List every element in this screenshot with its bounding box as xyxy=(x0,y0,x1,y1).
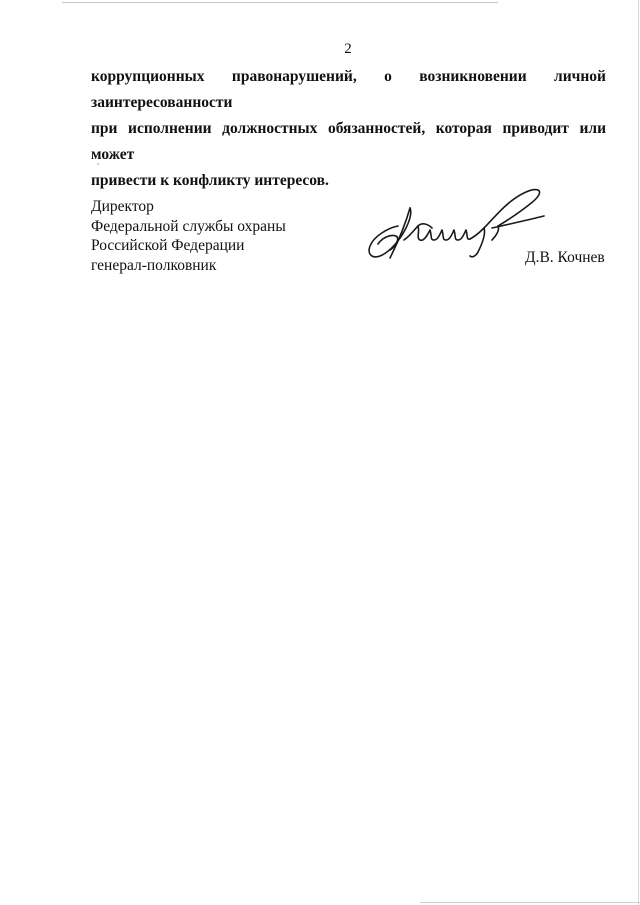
scan-edge-bottom xyxy=(420,902,640,903)
body-line-1: коррупционных правонарушений, о возникновении личной заинтересованности xyxy=(91,68,606,111)
scan-edge-right xyxy=(638,0,639,905)
signatory-title-line-3: Российской Федерации xyxy=(91,237,245,254)
page-number: 2 xyxy=(344,41,352,57)
signatory-title-line-4: генерал-полковник xyxy=(91,256,217,274)
body-line-3: привести к конфликту интересов. xyxy=(91,172,329,189)
signatory-title-line-2: Федеральной службы охраны xyxy=(91,217,286,235)
scan-edge-top xyxy=(62,2,498,3)
body-paragraph xyxy=(91,64,606,194)
body-line-2: при исполнении должностных обязанностей, которая приводит или может xyxy=(91,120,606,163)
signatory-title-line-1: Директор xyxy=(91,198,154,215)
signatory-title xyxy=(91,197,286,275)
signatory-name: Д.В. Кочнев xyxy=(525,249,605,266)
